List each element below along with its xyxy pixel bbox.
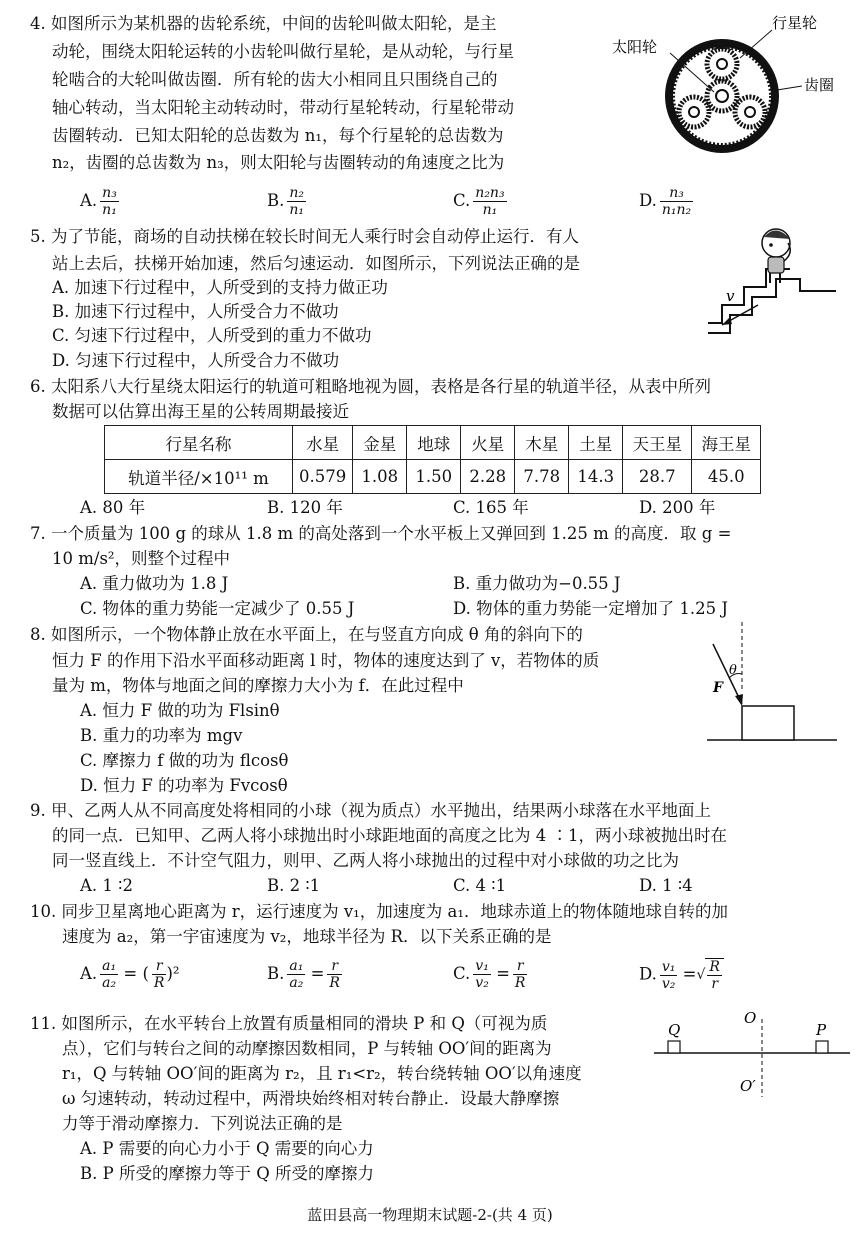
velocity-label: v	[726, 287, 735, 305]
table-cell: 7.78	[515, 460, 569, 494]
q8-line-2: 恒力 F 的作用下沿水平面移动距离 l 时，物体的速度达到了 v，若物体的质	[52, 651, 600, 670]
q4-line-4: 轴心转动，当太阳轮主动转动时，带动行星轮转动，行星轮带动	[52, 98, 514, 117]
q11-line-5: 力等于滑动摩擦力．下列说法正确的是	[62, 1114, 343, 1133]
q8-option-b: B. 重力的功率为 mgv	[80, 726, 243, 745]
q4-line-3: 轮啮合的大轮叫做齿圈．所有轮的齿大小相同且只围绕自己的	[52, 70, 498, 89]
q4-line-1: 4. 如图所示为某机器的齿轮系统，中间的齿轮叫做太阳轮，是主	[30, 14, 497, 33]
q5-option-b: B. 加速下行过程中，人所受合力不做功	[52, 302, 339, 321]
ring-gear-label: 齿圈	[804, 76, 835, 94]
q11-option-a: A. P 需要的向心力小于 Q 需要的向心力	[80, 1139, 374, 1158]
q9-option-b: B. 2 ∶1	[267, 876, 321, 895]
orbit-table	[104, 425, 761, 494]
q4-option-a: A. $\frac{\text{n₃}}{\text{n₁}}$	[80, 185, 117, 218]
table-cell: 1.50	[407, 460, 461, 494]
axis-o-prime-label: O′	[740, 1077, 756, 1095]
table-cell: 14.3	[569, 460, 623, 494]
q4-line-2: 动轮，围绕太阳轮运转的小齿轮叫做行星轮，是从动轮，与行星	[52, 42, 514, 61]
q11-line-3: r₁，Q 与转轴 OO′间的距离为 r₂，且 r₁<r₂，转台绕转轴 OO′以角速度	[62, 1064, 582, 1083]
q9-line-1: 9. 甲、乙两人从不同高度处将相同的小球（视为质点）水平抛出，结果两小球落在水平地面上	[30, 801, 711, 820]
q7-option-d: D. 物体的重力势能一定增加了 1.25 J	[453, 599, 728, 618]
block-p-label: P	[816, 1021, 827, 1039]
q7-line-1: 7. 一个质量为 100 g 的球从 1.8 m 的高处落到一个水平板上又弹回到 1.25 m 的高度．取 g =	[30, 524, 732, 543]
q10-option-c: C. $\frac{\text{v₁}}{\text{v₂}}$ = $\frac{r}{R}$	[453, 958, 526, 991]
q5-option-a: A. 加速下行过程中，人所受到的支持力做正功	[52, 278, 388, 297]
q9-line-3: 同一竖直线上．不计空气阻力，则甲、乙两人将小球抛出的过程中对小球做的功之比为	[52, 851, 679, 870]
table-header-cell: 木星	[515, 426, 569, 460]
q6-line-1: 6. 太阳系八大行星绕太阳运行的轨道可粗略地视为圆，表格是各行星的轨道半径，从表中所列	[30, 377, 711, 396]
force-block-figure	[705, 620, 840, 745]
q4-option-d: D. $\frac{\text{n₃}}{\text{n₁n₂}}$	[639, 185, 692, 218]
q9-line-2: 的同一点．已知甲、乙两人将小球抛出时小球距地面的高度之比为 4 ∶1，两小球被抛出时在	[52, 826, 727, 845]
q8-option-d: D. 恒力 F 的功率为 Fvcosθ	[80, 776, 288, 795]
q5-line-2: 站上去后，扶梯开始加速，然后匀速运动．如图所示，下列说法正确的是	[52, 254, 580, 273]
block-q-label: Q	[668, 1021, 681, 1039]
table-cell: 1.08	[353, 460, 407, 494]
q10-option-a: A. $\frac{\text{a₁}}{\text{a₂}}$ = ( $\frac{r}{R}$ )²	[80, 958, 180, 991]
table-header-cell: 火星	[461, 426, 515, 460]
q9-option-a: A. 1 ∶2	[80, 876, 133, 895]
table-row	[105, 460, 761, 494]
q11-line-4: ω 匀速转动，转动过程中，两滑块始终相对转台静止．设最大静摩擦	[62, 1089, 560, 1108]
table-header-cell: 海王星	[692, 426, 761, 460]
table-header-cell: 金星	[353, 426, 407, 460]
q6-option-a: A. 80 年	[80, 498, 146, 517]
q4-line-5: 齿圈转动．已知太阳轮的总齿数为 n₁，每个行星轮的总齿数为	[52, 126, 504, 145]
axis-o-label: O	[744, 1009, 757, 1027]
table-cell: 轨道半径/×10¹¹ m	[105, 460, 293, 494]
table-cell: 45.0	[692, 460, 761, 494]
q5-option-d: D. 匀速下行过程中，人所受合力不做功	[52, 351, 340, 370]
q10-line-1: 10. 同步卫星离地心距离为 r，运行速度为 v₁，加速度为 a₁．地球赤道上的物体随地球自转的加	[30, 902, 728, 921]
q8-option-a: A. 恒力 F 做的功为 Flsinθ	[80, 701, 280, 720]
gear-system-figure	[612, 8, 852, 173]
q4-option-b: B. $\frac{\text{n₂}}{\text{n₁}}$	[267, 185, 305, 218]
table-cell: 0.579	[293, 460, 353, 494]
q7-option-b: B. 重力做功为−0.55 J	[453, 574, 621, 593]
table-header-cell: 土星	[569, 426, 623, 460]
theta-label: θ	[729, 663, 737, 678]
q10-line-2: 速度为 a₂，第一宇宙速度为 v₂，地球半径为 R．以下关系正确的是	[62, 927, 552, 946]
q8-line-3: 量为 m，物体与地面之间的摩擦力大小为 f．在此过程中	[52, 676, 464, 695]
q11-line-2: 点），它们与转台之间的动摩擦因数相同，P 与转轴 OO′间的距离为	[62, 1039, 552, 1058]
q9-option-d: D. 1 ∶4	[639, 876, 693, 895]
q11-option-b: B. P 所受的摩擦力等于 Q 所受的摩擦力	[80, 1164, 374, 1183]
q11-line-1: 11. 如图所示，在水平转台上放置有质量相同的滑块 P 和 Q（可视为质	[30, 1014, 548, 1033]
q6-option-d: D. 200 年	[639, 498, 716, 517]
turntable-figure	[652, 1005, 852, 1100]
q6-option-b: B. 120 年	[267, 498, 343, 517]
q4-line-6: n₂，齿圈的总齿数为 n₃，则太阳轮与齿圈转动的角速度之比为	[52, 153, 505, 172]
q8-option-c: C. 摩擦力 f 做的功为 flcosθ	[80, 751, 289, 770]
table-header-cell: 行星名称	[105, 426, 293, 460]
sun-gear-label: 太阳轮	[612, 38, 658, 56]
table-header-row	[105, 426, 761, 460]
table-header-cell: 天王星	[623, 426, 692, 460]
table-cell: 28.7	[623, 460, 692, 494]
q7-line-2: 10 m/s²，则整个过程中	[52, 549, 231, 568]
q6-option-c: C. 165 年	[453, 498, 529, 517]
q6-line-2: 数据可以估算出海王星的公转周期最接近	[52, 402, 349, 421]
table-cell: 2.28	[461, 460, 515, 494]
table-header-cell: 地球	[407, 426, 461, 460]
q4-option-c: C. $\frac{\text{n₂n₃}}{\text{n₁}}$	[453, 185, 505, 218]
q9-option-c: C. 4 ∶1	[453, 876, 507, 895]
table-header-cell: 水星	[293, 426, 353, 460]
q10-option-d: D. $\frac{\text{v₁}}{\text{v₂}}$ =√ $\frac{R}{r}$	[639, 958, 724, 992]
page-footer: 蓝田县高一物理期末试题-2-(共 4 页)	[307, 1206, 553, 1224]
q7-option-c: C. 物体的重力势能一定减少了 0.55 J	[80, 599, 355, 618]
q5-line-1: 5. 为了节能，商场的自动扶梯在较长时间无人乘行时会自动停止运行．有人	[30, 227, 579, 246]
q5-option-c: C. 匀速下行过程中，人所受到的重力不做功	[52, 326, 372, 345]
escalator-figure	[700, 225, 845, 345]
force-label: F	[713, 680, 723, 696]
q7-option-a: A. 重力做功为 1.8 J	[80, 574, 229, 593]
q10-option-b: B. $\frac{\text{a₁}}{\text{a₂}}$ = $\frac{r}{R}$	[267, 958, 340, 991]
planet-gear-label: 行星轮	[772, 14, 818, 32]
q8-line-1: 8. 如图所示，一个物体静止放在水平面上，在与竖直方向成 θ 角的斜向下的	[30, 625, 583, 644]
